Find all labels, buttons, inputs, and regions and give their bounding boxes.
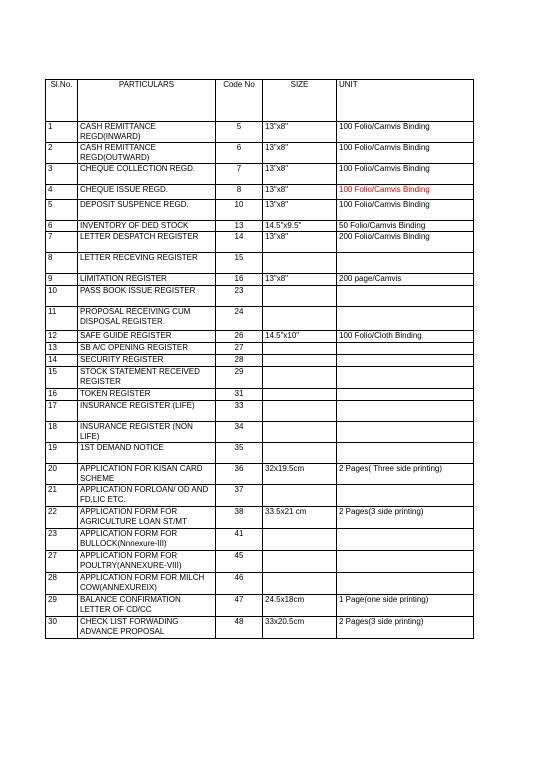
code-cell: 5 <box>216 122 263 143</box>
code-cell: 28 <box>216 355 263 367</box>
unit-cell <box>337 443 474 464</box>
particulars-cell: SECURITY REGISTER <box>78 355 216 367</box>
sl-cell: 12 <box>46 331 78 343</box>
table-row <box>46 232 474 253</box>
size-cell: 14.5"x9.5" <box>263 221 337 232</box>
sl-cell: 3 <box>46 164 78 185</box>
code-cell: 23 <box>216 286 263 307</box>
table-row <box>46 551 474 573</box>
header-particulars: PARTICULARS <box>78 80 216 122</box>
unit-cell: 2 Pages(3 side printing) <box>337 617 474 639</box>
unit-cell <box>337 355 474 367</box>
code-cell: 35 <box>216 443 263 464</box>
size-cell <box>263 422 337 443</box>
particulars-cell: 1ST DEMAND NOTICE <box>78 443 216 464</box>
particulars-cell: BALANCE CONFIRMATION LETTER OF CD/CC <box>78 595 216 617</box>
size-cell <box>263 343 337 355</box>
header-size: SIZE <box>263 80 337 122</box>
table-row <box>46 221 474 232</box>
code-cell: 45 <box>216 551 263 573</box>
particulars-cell: TOKEN REGISTER <box>78 389 216 401</box>
sl-cell: 19 <box>46 443 78 464</box>
code-cell: 16 <box>216 274 263 286</box>
unit-cell: 50 Folio/Camvis Binding <box>337 221 474 232</box>
table-row <box>46 573 474 595</box>
code-cell: 34 <box>216 422 263 443</box>
table-row <box>46 343 474 355</box>
unit-cell: 100 Folio/Camvis Binding <box>337 200 474 221</box>
unit-cell: 100 Folio/Cloth Binding <box>337 331 474 343</box>
size-cell: 24.5x18cm <box>263 595 337 617</box>
particulars-cell: INSURANCE REGISTER (LIFE) <box>78 401 216 422</box>
table-row <box>46 331 474 343</box>
sl-cell: 15 <box>46 367 78 389</box>
unit-cell: 2 Pages( Three side printing) <box>337 464 474 485</box>
unit-cell: 100 Folio/Camvis Binding <box>337 185 474 200</box>
unit-cell <box>337 253 474 274</box>
size-cell <box>263 307 337 331</box>
sl-cell: 21 <box>46 485 78 507</box>
sl-cell: 2 <box>46 143 78 164</box>
sl-cell: 29 <box>46 595 78 617</box>
particulars-cell: APPLICATION FORM FOR POULTRY(ANNEXURE-VIII) <box>78 551 216 573</box>
code-cell: 27 <box>216 343 263 355</box>
code-cell: 24 <box>216 307 263 331</box>
particulars-cell: STOCK STATEMENT RECEIVED REGISTER <box>78 367 216 389</box>
sl-cell: 20 <box>46 464 78 485</box>
sl-cell: 9 <box>46 274 78 286</box>
header-code: Code No <box>216 80 263 122</box>
unit-cell <box>337 389 474 401</box>
unit-cell: 100 Folio/Camvis Binding <box>337 122 474 143</box>
size-cell: 32x19.5cm <box>263 464 337 485</box>
sl-cell: 14 <box>46 355 78 367</box>
unit-cell: 200 page/Camvis <box>337 274 474 286</box>
table-row <box>46 595 474 617</box>
sl-cell: 27 <box>46 551 78 573</box>
table-row <box>46 464 474 485</box>
sl-cell: 18 <box>46 422 78 443</box>
particulars-cell: APPLICATION FORM FOR BULLOCK(Nnnexure-III) <box>78 529 216 551</box>
particulars-cell: CASH REMITTANCE REGD(INWARD) <box>78 122 216 143</box>
size-cell: 14.5"x10" <box>263 331 337 343</box>
size-cell <box>263 443 337 464</box>
header-row <box>46 80 474 122</box>
code-cell: 6 <box>216 143 263 164</box>
code-cell: 10 <box>216 200 263 221</box>
particulars-cell: APPLICATION FOR KISAN CARD SCHEME <box>78 464 216 485</box>
size-cell <box>263 389 337 401</box>
sl-cell: 1 <box>46 122 78 143</box>
size-cell: 13"x8" <box>263 143 337 164</box>
size-cell: 13"x8" <box>263 232 337 253</box>
sl-cell: 8 <box>46 253 78 274</box>
table-row <box>46 529 474 551</box>
code-cell: 8 <box>216 185 263 200</box>
sl-cell: 4 <box>46 185 78 200</box>
sl-cell: 13 <box>46 343 78 355</box>
particulars-cell: APPLICATION FORM FOR MILCH COW(ANNEXUREIX) <box>78 573 216 595</box>
size-cell <box>263 551 337 573</box>
unit-cell <box>337 307 474 331</box>
sl-cell: 7 <box>46 232 78 253</box>
sl-cell: 28 <box>46 573 78 595</box>
code-cell: 15 <box>216 253 263 274</box>
unit-cell <box>337 551 474 573</box>
particulars-cell: DEPOSIT SUSPENCE REGD. <box>78 200 216 221</box>
sl-cell: 5 <box>46 200 78 221</box>
code-cell: 37 <box>216 485 263 507</box>
unit-cell <box>337 422 474 443</box>
size-cell: 13"x8" <box>263 200 337 221</box>
sl-cell: 16 <box>46 389 78 401</box>
code-cell: 14 <box>216 232 263 253</box>
code-cell: 41 <box>216 529 263 551</box>
table-row <box>46 617 474 639</box>
code-cell: 38 <box>216 507 263 529</box>
particulars-cell: LETTER DESPATCH REGISTER <box>78 232 216 253</box>
code-cell: 7 <box>216 164 263 185</box>
size-cell <box>263 485 337 507</box>
header-unit: UNIT <box>337 80 474 122</box>
sl-cell: 22 <box>46 507 78 529</box>
sl-cell: 30 <box>46 617 78 639</box>
table-row <box>46 355 474 367</box>
table-row <box>46 307 474 331</box>
table-row <box>46 422 474 443</box>
size-cell <box>263 401 337 422</box>
size-cell <box>263 573 337 595</box>
particulars-cell: CHEQUE COLLECTION REGD. <box>78 164 216 185</box>
code-cell: 26 <box>216 331 263 343</box>
unit-cell <box>337 367 474 389</box>
sl-cell: 10 <box>46 286 78 307</box>
register-table <box>45 79 474 639</box>
particulars-cell: PASS BOOK ISSUE REGISTER <box>78 286 216 307</box>
code-cell: 46 <box>216 573 263 595</box>
size-cell <box>263 367 337 389</box>
particulars-cell: SAFE GUIDE REGISTER <box>78 331 216 343</box>
table-row <box>46 200 474 221</box>
table-row <box>46 274 474 286</box>
code-cell: 31 <box>216 389 263 401</box>
particulars-cell: INVENTORY OF DED STOCK <box>78 221 216 232</box>
header-sl: Sl.No. <box>46 80 78 122</box>
sl-cell: 11 <box>46 307 78 331</box>
size-cell: 13"x8" <box>263 274 337 286</box>
unit-cell <box>337 485 474 507</box>
unit-cell: 1 Page(one side printing) <box>337 595 474 617</box>
table-row <box>46 401 474 422</box>
unit-cell <box>337 573 474 595</box>
particulars-cell: INSURANCE REGISTER (NON LIFE) <box>78 422 216 443</box>
size-cell: 13"x8" <box>263 164 337 185</box>
particulars-cell: LETTER RECEVING REGISTER <box>78 253 216 274</box>
size-cell: 13"x8" <box>263 122 337 143</box>
code-cell: 48 <box>216 617 263 639</box>
unit-cell: 100 Folio/Camvis Binding <box>337 143 474 164</box>
size-cell <box>263 253 337 274</box>
size-cell <box>263 286 337 307</box>
code-cell: 13 <box>216 221 263 232</box>
table-row <box>46 389 474 401</box>
size-cell <box>263 529 337 551</box>
table-row <box>46 122 474 143</box>
particulars-cell: PROPOSAL RECEIVING CUM DISPOSAL REGISTER. <box>78 307 216 331</box>
size-cell: 13"x8" <box>263 185 337 200</box>
code-cell: 29 <box>216 367 263 389</box>
particulars-cell: APPLICATION FORLOAN/ OD AND FD,LIC ETC. <box>78 485 216 507</box>
table-row <box>46 286 474 307</box>
table-row <box>46 253 474 274</box>
sl-cell: 6 <box>46 221 78 232</box>
particulars-cell: LIMITATION REGISTER <box>78 274 216 286</box>
size-cell: 33.5x21 cm <box>263 507 337 529</box>
unit-cell <box>337 529 474 551</box>
particulars-cell: CHECK LIST FORWADING ADVANCE PROPOSAL <box>78 617 216 639</box>
table-row <box>46 507 474 529</box>
code-cell: 47 <box>216 595 263 617</box>
particulars-cell: CASH REMITTANCE REGD(OUTWARD) <box>78 143 216 164</box>
size-cell: 33x20.5cm <box>263 617 337 639</box>
table-row <box>46 185 474 200</box>
size-cell <box>263 355 337 367</box>
particulars-cell: SB A/C OPENING REGISTER <box>78 343 216 355</box>
particulars-cell: APPLICATION FORM FOR AGRICULTURE LOAN ST/MT <box>78 507 216 529</box>
particulars-cell: CHEQUE ISSUE REGD. <box>78 185 216 200</box>
table-row <box>46 485 474 507</box>
table-row <box>46 443 474 464</box>
unit-cell: 100 Folio/Camvis Binding <box>337 164 474 185</box>
unit-cell <box>337 401 474 422</box>
code-cell: 33 <box>216 401 263 422</box>
unit-cell: 200 Folio/Camvis Binding <box>337 232 474 253</box>
sl-cell: 17 <box>46 401 78 422</box>
unit-cell: 2 Pages(3 side printing) <box>337 507 474 529</box>
unit-cell <box>337 286 474 307</box>
table-row <box>46 143 474 164</box>
unit-cell <box>337 343 474 355</box>
sl-cell: 23 <box>46 529 78 551</box>
code-cell: 36 <box>216 464 263 485</box>
table-row <box>46 164 474 185</box>
table-row <box>46 367 474 389</box>
